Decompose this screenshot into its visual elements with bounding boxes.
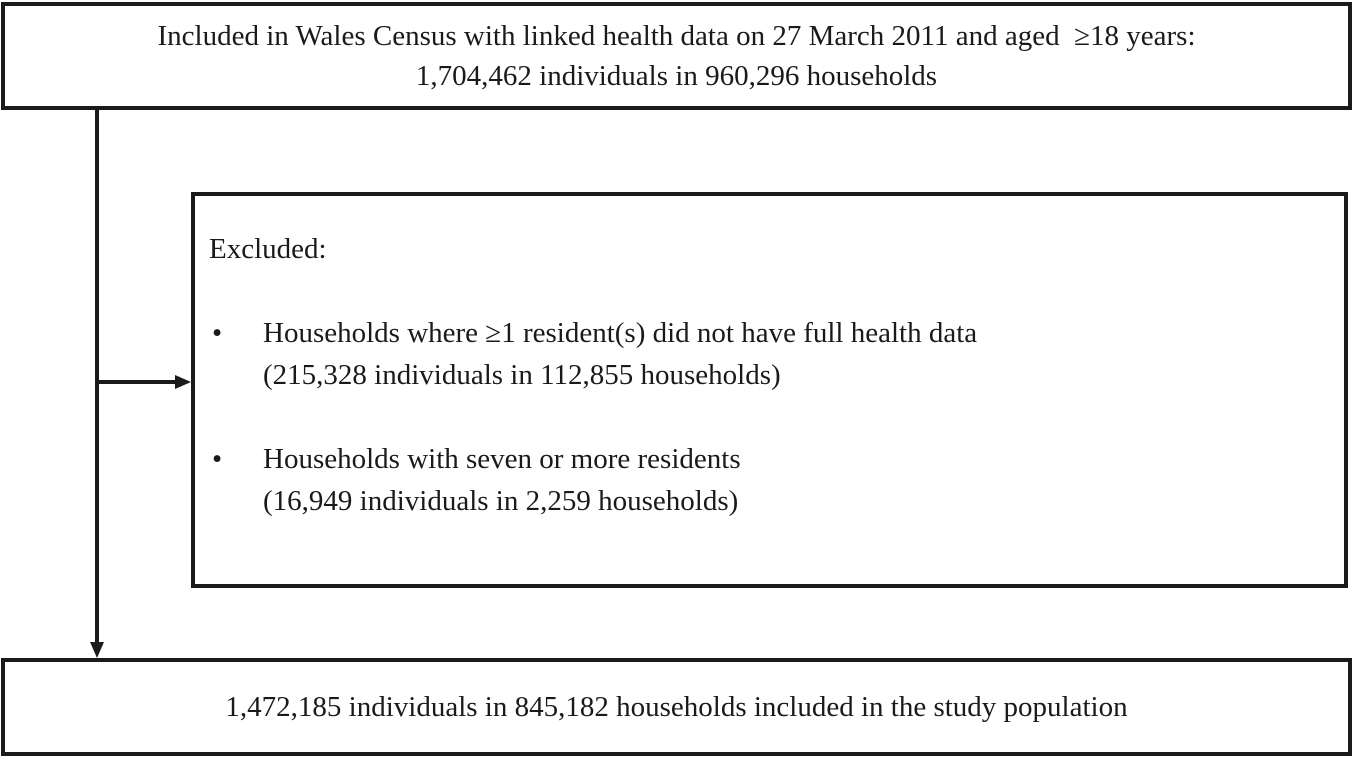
flow-connector-vertical [95, 110, 99, 644]
exclusion-item-1-line-1: Households where ≥1 resident(s) did not have full health data [263, 317, 978, 349]
result-box [1, 658, 1352, 756]
bullet-icon: • [212, 317, 223, 349]
exclusion-item-2-line-1: Households with seven or more residents [263, 443, 741, 475]
inclusion-line-1: Included in Wales Census with linked health data on 27 March 2011 and aged ≥18 years: [157, 20, 1196, 52]
result-text: 1,472,185 individuals in 845,182 households included in the study population [225, 690, 1128, 723]
bullet-icon: • [212, 443, 223, 475]
exclusion-item-large-households [209, 438, 1314, 522]
inclusion-box [1, 2, 1352, 110]
arrow-right-icon [175, 375, 191, 389]
arrow-down-icon [90, 642, 104, 658]
exclusion-heading: Excluded: [209, 233, 327, 265]
exclusion-item-missing-health-data [209, 312, 1314, 396]
inclusion-line-2: 1,704,462 individuals in 960,296 households [415, 60, 938, 92]
exclusion-box [191, 192, 1348, 588]
flow-connector-horizontal [95, 380, 177, 384]
exclusion-item-1-line-2: (215,328 individuals in 112,855 households) [263, 359, 781, 391]
exclusion-item-2-line-2: (16,949 individuals in 2,259 households) [263, 485, 739, 517]
